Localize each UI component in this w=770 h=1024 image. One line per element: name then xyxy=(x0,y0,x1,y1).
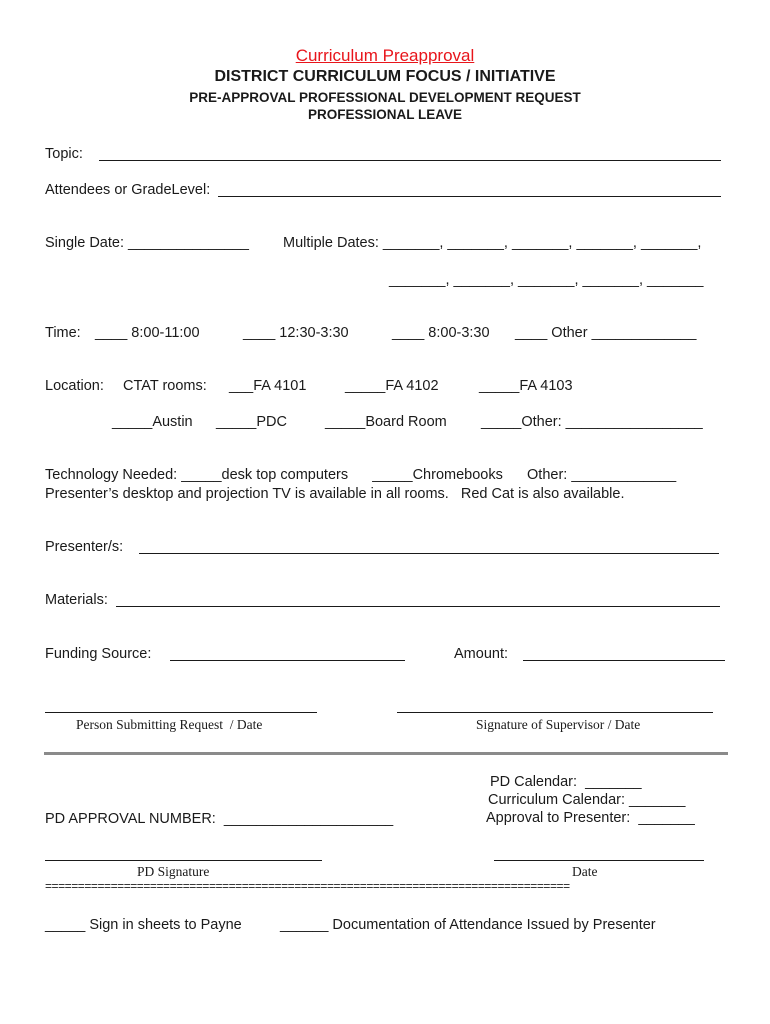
pd-calendar-field[interactable]: PD Calendar: _______ xyxy=(490,774,642,790)
multiple-dates-row-2[interactable]: _______, _______, _______, _______, _______ xyxy=(389,272,704,288)
attendees-field[interactable] xyxy=(218,196,721,197)
materials-label: Materials: xyxy=(45,592,108,608)
ctat-rooms-label: CTAT rooms: xyxy=(123,378,207,394)
technology-note: Presenter’s desktop and projection TV is available in all rooms. Red Cat is also available. xyxy=(45,486,625,502)
materials-field[interactable] xyxy=(116,606,720,607)
double-line-separator: ================================================================================ xyxy=(45,879,570,893)
section-divider xyxy=(44,752,728,755)
pd-approval-number-field[interactable]: PD APPROVAL NUMBER: _____________________ xyxy=(45,811,394,827)
supervisor-signature-caption: Signature of Supervisor / Date xyxy=(476,717,641,732)
technology-needed[interactable]: Technology Needed: _____desk top computers _____Chromebooks Other: _____________ xyxy=(45,467,677,483)
location-fa4101[interactable]: ___FA 4101 xyxy=(229,378,307,394)
date-caption: Date xyxy=(572,864,598,879)
amount-label: Amount: xyxy=(454,646,508,662)
presenters-label: Presenter/s: xyxy=(45,539,124,555)
form-title: DISTRICT CURRICULUM FOCUS / INITIATIVE xyxy=(214,68,556,85)
attendees-label: Attendees or GradeLevel: xyxy=(45,182,211,198)
form-subtitle-2: PROFESSIONAL LEAVE xyxy=(307,107,463,122)
documentation-attendance-field[interactable]: ______ Documentation of Attendance Issued by Presenter xyxy=(280,917,656,933)
topic-field[interactable] xyxy=(99,160,721,161)
approval-to-presenter-field[interactable]: Approval to Presenter: _______ xyxy=(486,810,695,826)
topic-label: Topic: xyxy=(45,146,83,162)
time-label: Time: xyxy=(45,325,81,341)
sign-in-sheets-field[interactable]: _____ Sign in sheets to Payne xyxy=(45,917,242,933)
time-option-8-330[interactable]: ____ 8:00-3:30 xyxy=(392,325,490,341)
time-option-other[interactable]: ____ Other _____________ xyxy=(515,325,697,341)
location-label: Location: xyxy=(45,378,104,394)
location-other[interactable]: _____Other: _________________ xyxy=(481,414,703,430)
multiple-dates-field[interactable]: Multiple Dates: _______, _______, _______, _______, _______, xyxy=(283,235,702,251)
time-option-1230-330[interactable]: ____ 12:30-3:30 xyxy=(243,325,349,341)
pd-signature-caption: PD Signature xyxy=(137,864,210,879)
person-signature-line[interactable] xyxy=(45,712,317,713)
curriculum-calendar-field[interactable]: Curriculum Calendar: _______ xyxy=(488,792,686,808)
form-subtitle: PRE-APPROVAL PROFESSIONAL DEVELOPMENT REQUEST xyxy=(189,90,581,105)
person-signature-caption: Person Submitting Request / Date xyxy=(76,717,263,732)
form-category-title: Curriculum Preapproval xyxy=(295,46,475,65)
presenters-field[interactable] xyxy=(139,553,719,554)
date-line[interactable] xyxy=(494,860,704,861)
location-pdc[interactable]: _____PDC xyxy=(216,414,287,430)
location-board-room[interactable]: _____Board Room xyxy=(325,414,447,430)
single-date-field[interactable]: Single Date: _______________ xyxy=(45,235,249,251)
location-fa4103[interactable]: _____FA 4103 xyxy=(479,378,573,394)
funding-source-field[interactable] xyxy=(170,660,405,661)
amount-field[interactable] xyxy=(523,660,725,661)
funding-source-label: Funding Source: xyxy=(45,646,152,662)
location-fa4102[interactable]: _____FA 4102 xyxy=(345,378,439,394)
supervisor-signature-line[interactable] xyxy=(397,712,713,713)
time-option-8-11[interactable]: ____ 8:00-11:00 xyxy=(95,325,200,341)
pd-signature-line[interactable] xyxy=(45,860,322,861)
location-austin[interactable]: _____Austin xyxy=(112,414,193,430)
